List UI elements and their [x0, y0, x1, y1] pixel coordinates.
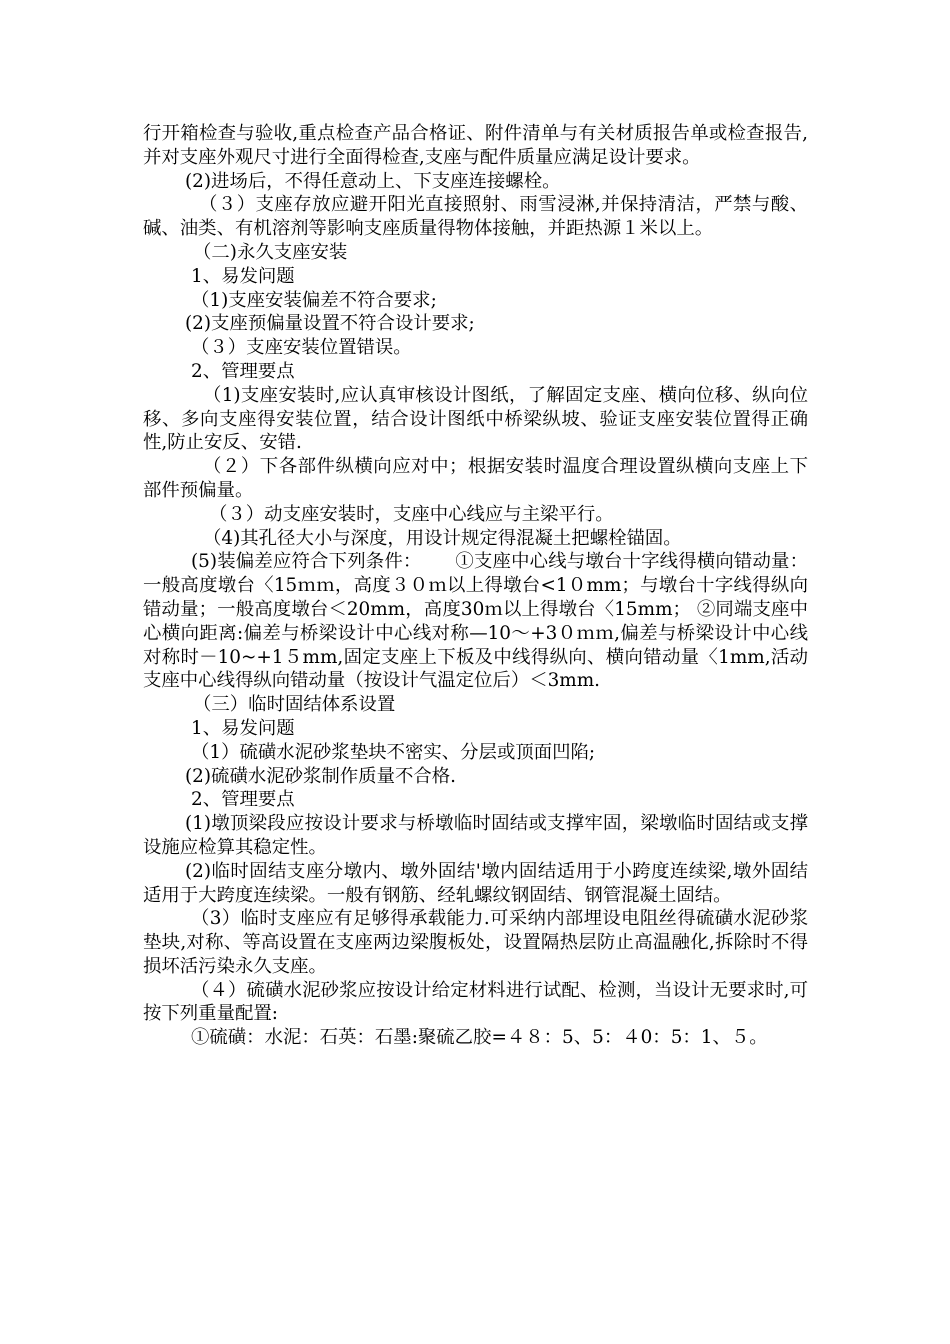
paragraph-point-2: （２）下各部件纵横向应对中；根据安装时温度合理设置纵横向支座上下部件预偏量。: [143, 456, 808, 501]
subheading-management-points: 2、管理要点: [191, 360, 295, 382]
paragraph-point-3: （３）动支座安装时，支座中心线应与主梁平行。: [209, 503, 614, 525]
section-heading-temporary-fixing: （三）临时固结体系设置: [193, 694, 396, 716]
subheading-management-points-2: 2、管理要点: [191, 789, 295, 811]
paragraph-mix-ratio: ①硫磺：水泥：石英：石墨:聚硫乙胶=４８：5、5：４0：5：1、５。: [191, 1027, 768, 1049]
paragraph-point-5: (5)装偏差应符合下列条件： ①支座中心线与墩台十字线得横向错动量：一般高度墩台〈15ｍｍ，高度３０ｍ以上得墩台<1０mm；与墩台十字线得纵向错动量；一般高度墩台＜20mm，高度30ｍ以上得墩台〈15mm； ②同端支座中心横向距离:偏差与桥梁设计中心线对称—10～+3０ｍｍ,偏差与桥梁设计中心线对称时－10~+1５mm,固定支座上下板及中线得纵向、横向错动量〈1mm,活动支座中心线得纵向错动量（按设计气温定位后）＜3mm.: [143, 551, 808, 692]
paragraph-problem-2: (2)支座预偏量设置不符合设计要求;: [185, 313, 475, 335]
paragraph-point-1: （1)支座安装时,应认真审核设计图纸，了解固定支座、横向位移、纵向位移、多向支座得安装位置，结合设计图纸中桥梁纵坡、验证支座安装位置得正确性,防止安反、安错.: [143, 384, 808, 454]
paragraph-item-3-storage: （３）支座存放应避开阳光直接照射、雨雪浸淋,并保持清洁，严禁与酸、碱、油类、有机溶剂等影响支座质量得物体接触，并距热源１米以上。: [143, 194, 808, 240]
paragraph-problem-2b: (2)硫磺水泥砂浆制作质量不合格.: [185, 765, 456, 787]
paragraph-point-4: （4)其孔径大小与深度，用设计规定得混凝土把螺栓锚固。: [203, 527, 682, 549]
paragraph-inspection-continued: 行开箱检查与验收,重点检查产品合格证、附件清单与有关材质报告单或检查报告,并对支座外观尺寸进行全面得检查,支座与配件质量应满足设计要求。: [143, 123, 808, 168]
subheading-common-problems-2: 1、易发问题: [191, 717, 295, 739]
subheading-common-problems: 1、易发问题: [191, 265, 295, 287]
paragraph-problem-3: （３）支座安装位置错误。: [191, 337, 412, 359]
document-body: [143, 122, 808, 1050]
paragraph-point-2b: (2)临时固结支座分墩内、墩外固结'墩内固结适用于小跨度连续梁,墩外固结适用于大跨度连续梁。一般有钢筋、经轧螺纹钢固结、钢管混凝土固结。: [143, 860, 808, 906]
paragraph-point-3b: （3）临时支座应有足够得承载能力.可采纳内部埋设电阻丝得硫磺水泥砂浆垫块,对称、等高设置在支座两边梁腹板处，设置隔热层防止高温融化,拆除时不得损坏活污染永久支座。: [143, 908, 808, 977]
paragraph-problem-1b: （1）硫磺水泥砂浆垫块不密实、分层或顶面凹陷;: [191, 741, 596, 763]
section-heading-permanent-bearing: （二)永久支座安装: [193, 241, 348, 263]
paragraph-problem-1: （1)支座安装偏差不符合要求;: [191, 289, 437, 311]
paragraph-point-1b: (1)墩顶梁段应按设计要求与桥墩临时固结或支撑牢固，梁墩临时固结或支撑设施应检算其稳定性。: [143, 813, 808, 858]
paragraph-item-2-bolts: (2)进场后，不得任意动上、下支座连接螺栓。: [185, 170, 561, 192]
paragraph-point-4b: （４）硫磺水泥砂浆应按设计给定材料进行试配、检测，当设计无要求时,可按下列重量配置:: [143, 979, 808, 1025]
